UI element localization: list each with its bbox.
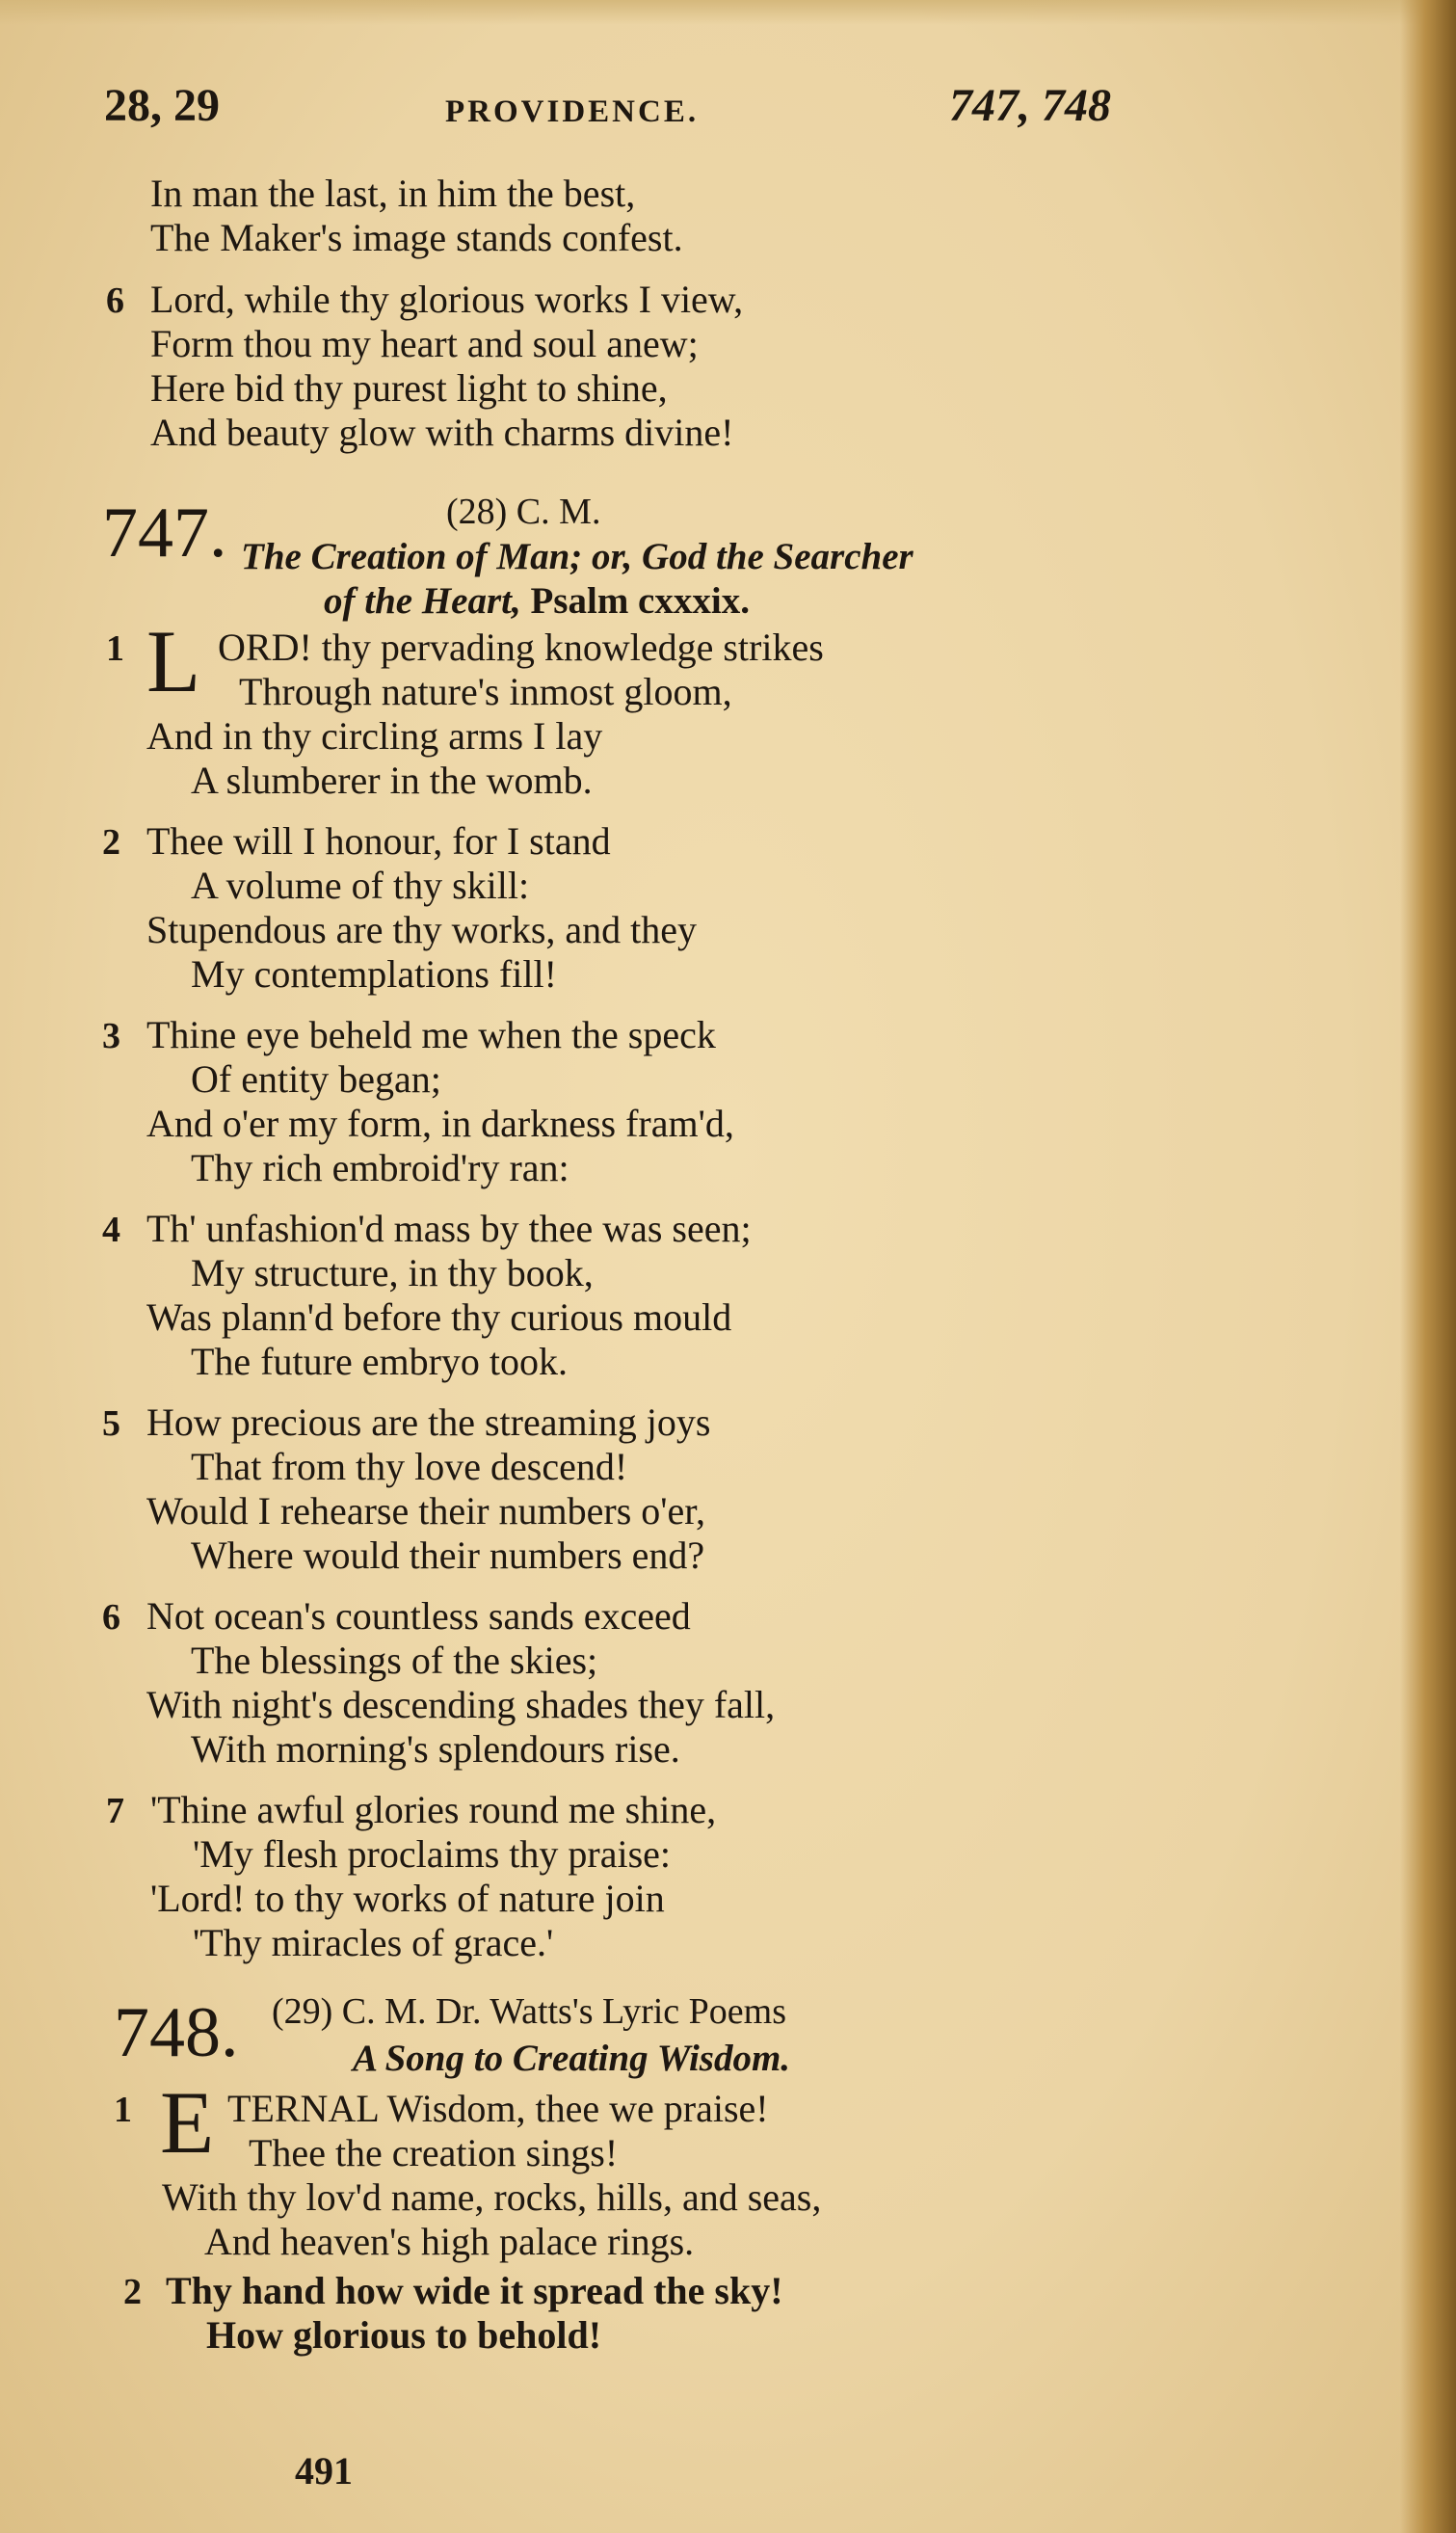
verse-line: The Maker's image stands confest.: [150, 216, 683, 259]
verse-line: A slumberer in the womb.: [191, 759, 593, 802]
verse-line: How precious are the streaming joys: [146, 1400, 711, 1444]
hymn-source: Psalm cxxxix.: [530, 580, 750, 622]
hymn-title-continued: [324, 582, 750, 620]
stanza-number: 1: [114, 2090, 132, 2130]
drop-cap: L: [146, 612, 201, 710]
running-header: [104, 79, 1111, 147]
verse-line: Thee will I honour, for I stand: [146, 819, 611, 863]
verse-line: How glorious to behold!: [206, 2313, 602, 2357]
verse-line: Not ocean's countless sands exceed: [146, 1594, 691, 1638]
stanza-number: 1: [106, 628, 124, 669]
hymn-meter: (28) C. M.: [446, 492, 601, 532]
header-left-hymn-range: 28, 29: [104, 80, 220, 131]
verse-line: The blessings of the skies;: [191, 1639, 598, 1682]
verse-line: Was plann'd before thy curious mould: [146, 1295, 732, 1339]
hymn-title-part: of the Heart,: [324, 580, 521, 622]
verse-line: Here bid thy purest light to shine,: [150, 366, 668, 410]
stanza-number: 5: [102, 1403, 120, 1444]
verse-line: Where would their numbers end?: [191, 1533, 705, 1577]
verse-line: Through nature's inmost gloom,: [239, 670, 732, 713]
stanza-number: 4: [102, 1210, 120, 1250]
verse-line: 'My flesh proclaims thy praise:: [193, 1832, 671, 1876]
verse-line: Would I rehearse their numbers o'er,: [146, 1489, 705, 1533]
page-binding-edge: [1400, 0, 1456, 2533]
verse-line: And o'er my form, in darkness fram'd,: [146, 1102, 734, 1145]
hymn-number: 748.: [114, 1993, 239, 2072]
verse-line: Thine eye beheld me when the speck: [146, 1013, 716, 1056]
verse-line: Form thou my heart and soul anew;: [150, 322, 699, 365]
verse-line: And beauty glow with charms divine!: [150, 411, 734, 454]
stanza-number: 2: [123, 2272, 142, 2312]
stanza-number: 6: [106, 280, 124, 321]
verse-line: With thy lov'd name, rocks, hills, and seas,: [162, 2175, 822, 2219]
verse-line: 'Thine awful glories round me shine,: [150, 1788, 717, 1831]
verse-line: My contemplations fill!: [191, 952, 557, 996]
verse-line: Thy rich embroid'ry ran:: [191, 1146, 569, 1189]
verse-line: 'Lord! to thy works of nature join: [150, 1877, 665, 1920]
verse-line: My structure, in thy book,: [191, 1251, 594, 1294]
stanza-number: 6: [102, 1597, 120, 1638]
header-section-title: PROVIDENCE.: [445, 94, 700, 129]
verse-line: 'Thy miracles of grace.': [193, 1921, 554, 1964]
hymn-title: A Song to Creating Wisdom.: [353, 2038, 791, 2079]
verse-line: The future embryo took.: [191, 1340, 568, 1383]
page-top-shadow: [0, 0, 1456, 25]
hymn-number: 747.: [102, 493, 227, 573]
hymn-meter: (29) C. M. Dr. Watts's Lyric Poems: [272, 1991, 787, 2032]
page-number: 491: [295, 2449, 353, 2493]
verse-line: Thy hand how wide it spread the sky!: [166, 2269, 783, 2312]
verse-line: Lord, while thy glorious works I view,: [150, 278, 744, 321]
verse-line: ORD! thy pervading knowledge strikes: [218, 626, 824, 669]
verse-line: TERNAL Wisdom, thee we praise!: [227, 2087, 769, 2130]
hymn-title: The Creation of Man; or, God the Searcher: [241, 536, 913, 577]
verse-line: Of entity began;: [191, 1057, 441, 1101]
verse-line: Stupendous are thy works, and they: [146, 908, 698, 951]
verse-line: A volume of thy skill:: [191, 864, 530, 907]
verse-line: And in thy circling arms I lay: [146, 714, 603, 758]
verse-line: That from thy love descend!: [191, 1445, 628, 1488]
verse-line: In man the last, in him the best,: [150, 172, 636, 215]
verse-line: Th' unfashion'd mass by thee was seen;: [146, 1207, 752, 1250]
stanza-number: 7: [106, 1791, 124, 1831]
verse-line: Thee the creation sings!: [249, 2131, 619, 2174]
verse-line: With morning's splendours rise.: [191, 1727, 680, 1771]
stanza-number: 3: [102, 1016, 120, 1056]
header-right-hymn-range: 747, 748: [949, 80, 1111, 131]
drop-cap: E: [160, 2073, 215, 2172]
verse-line: With night's descending shades they fall,: [146, 1683, 776, 1726]
stanza-number: 2: [102, 822, 120, 863]
verse-line: And heaven's high palace rings.: [204, 2220, 695, 2263]
